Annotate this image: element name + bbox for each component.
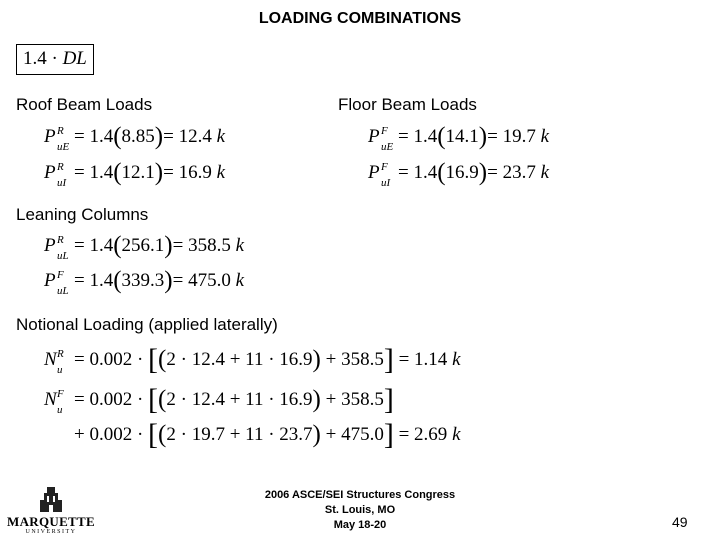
floor-eq-interior: P F uI = 1.4(16.9)= 23.7 k <box>368 159 550 189</box>
notional-eq-floor: N F u = 0.002 · [(2 · 12.4 + 11 · 16.9) + 358.5] <box>44 383 394 416</box>
leaning-eq-floor-symbol: P F uL <box>44 269 69 297</box>
roof-heading: Roof Beam Loads <box>16 95 153 114</box>
footer-line-3: May 18-20 <box>333 519 387 531</box>
combination-load: DL <box>62 48 87 69</box>
combination-box <box>16 44 94 75</box>
leaning-eq-roof-symbol: P R uL <box>44 234 69 262</box>
page-number: 49 <box>672 514 688 530</box>
notional-heading: Notional Loading (applied laterally) <box>16 315 278 334</box>
floor-eq-exterior-symbol: P F uE <box>368 125 394 153</box>
notional-eq-floor-cont: + 0.002 · [(2 · 19.7 + 11 · 23.7) + 475.0] = 2.69 k <box>74 418 461 451</box>
roof-eq-interior: P R uI = 1.4(12.1)= 16.9 k <box>44 159 226 189</box>
floor-heading: Floor Beam Loads <box>338 95 477 114</box>
footer-line-1: 2006 ASCE/SEI Structures Congress <box>264 489 456 501</box>
roof-eq-interior-symbol: P R uI <box>44 161 67 189</box>
marquette-logo <box>6 486 96 538</box>
slide-title: LOADING COMBINATIONS <box>258 10 462 27</box>
combination-factor: 1.4 · <box>23 48 58 69</box>
notional-eq-roof: N R u = 0.002 · [(2 · 12.4 + 11 · 16.9) + 358.5] = 1.14 k <box>44 343 461 376</box>
floor-eq-interior-symbol: P F uI <box>368 161 391 189</box>
notional-eq-roof-symbol: N R u <box>44 348 64 376</box>
floor-eq-exterior: P F uE = 1.4(14.1)= 19.7 k <box>368 123 550 153</box>
notional-eq-floor-symbol: N F u <box>44 388 64 416</box>
roof-eq-exterior: P R uE = 1.4(8.85)= 12.4 k <box>44 123 226 153</box>
logo-subtitle: UNIVERSITY <box>25 529 77 535</box>
tower-icon <box>36 486 66 512</box>
leaning-eq-floor: P F uL = 1.4(339.3)= 475.0 k <box>44 267 245 297</box>
footer-line-2: St. Louis, MO <box>324 504 396 516</box>
roof-eq-exterior-symbol: P R uE <box>44 125 70 153</box>
leaning-eq-roof: P R uL = 1.4(256.1)= 358.5 k <box>44 232 245 262</box>
footer-conference <box>230 488 490 533</box>
logo-wordmark: MARQUETTE <box>7 514 95 529</box>
leaning-heading: Leaning Columns <box>16 205 149 224</box>
